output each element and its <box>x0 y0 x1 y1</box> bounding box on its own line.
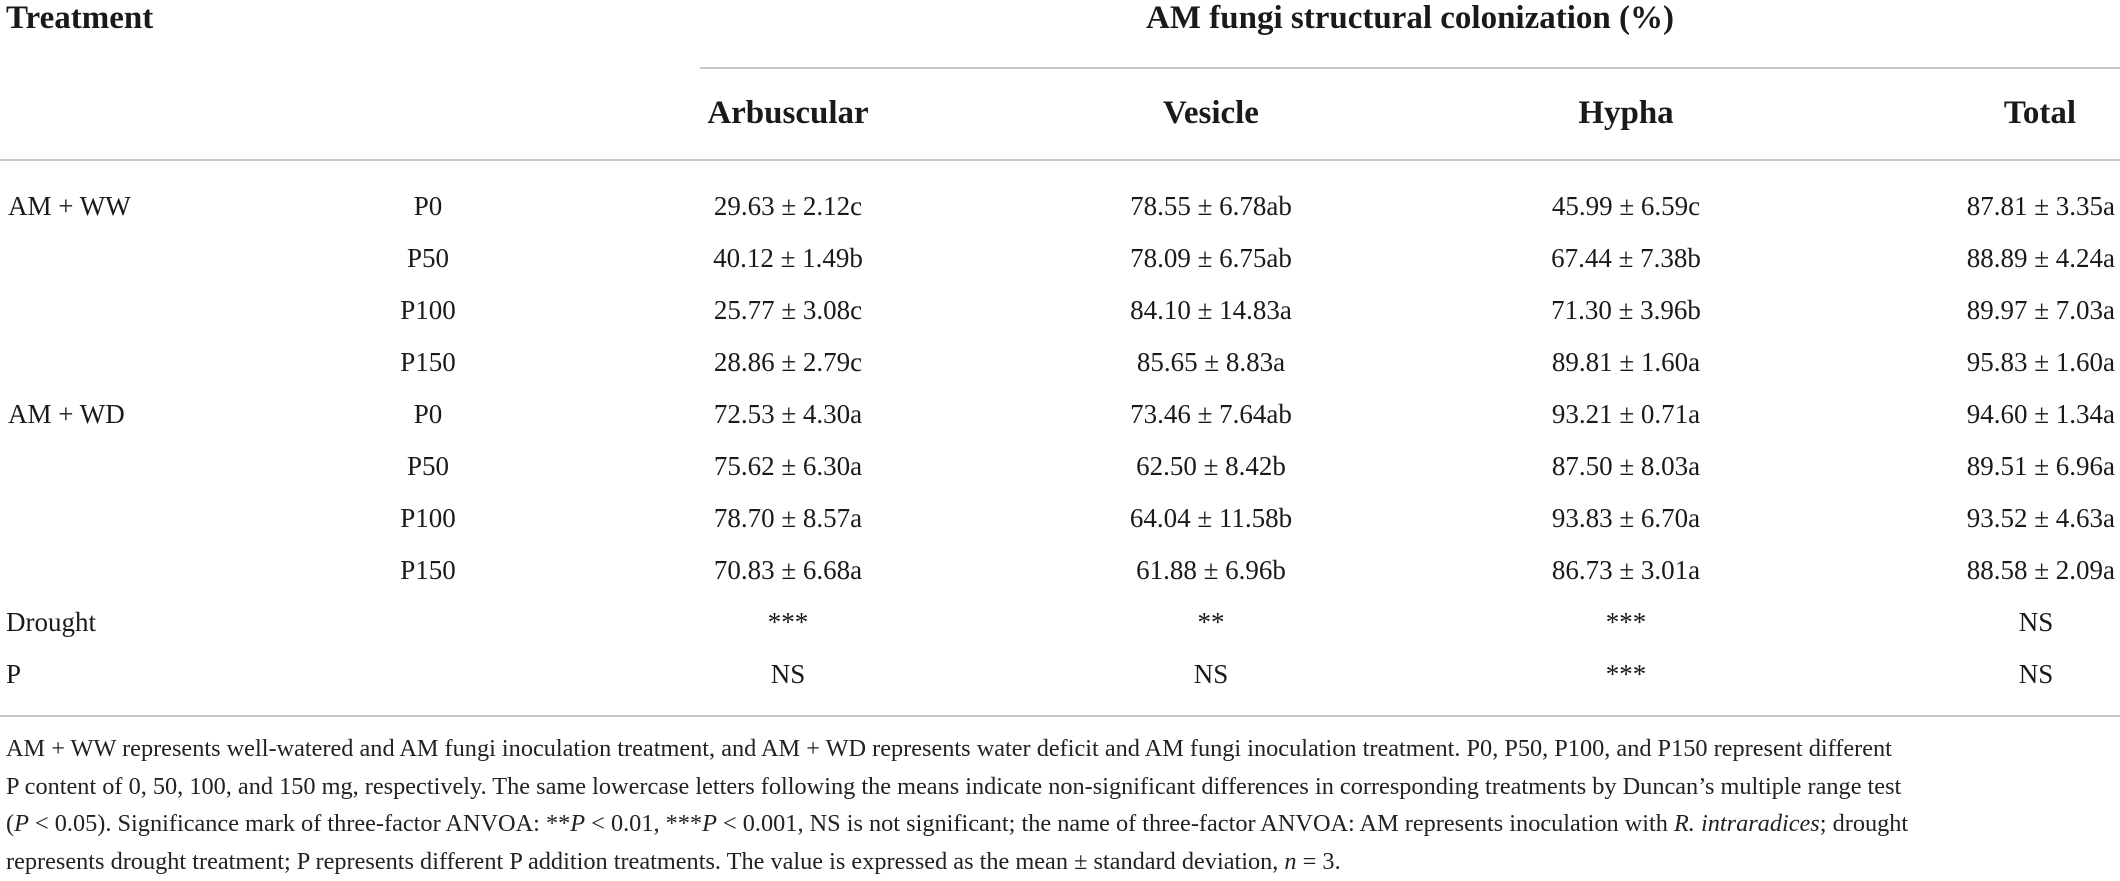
table-cell: 73.46 ± 7.64ab <box>1130 399 1292 429</box>
table-cell: 70.83 ± 6.68a <box>713 555 863 585</box>
table-cell: 45.99 ± 6.59c <box>1551 191 1701 221</box>
table-cell: 40.12 ± 1.49b <box>713 243 863 273</box>
row-p-level: P50 <box>406 451 450 481</box>
table-cell: 93.21 ± 0.71a <box>1551 399 1701 429</box>
row-p-level: P0 <box>413 191 443 221</box>
column-header-arbuscular: Arbuscular <box>707 95 869 131</box>
table-cell: 61.88 ± 6.96b <box>1136 555 1286 585</box>
table-cell: 94.60 ± 1.34a <box>1966 399 2115 429</box>
table-cell: 75.62 ± 6.30a <box>713 451 863 481</box>
table-cell: 78.70 ± 8.57a <box>713 503 863 533</box>
significance-cell: NS <box>770 659 806 689</box>
table-cell: 72.53 ± 4.30a <box>713 399 863 429</box>
treatment-header: Treatment <box>6 0 154 36</box>
significance-cell: *** <box>1605 607 1647 637</box>
significance-cell: ** <box>1197 607 1225 637</box>
table-cell: 85.65 ± 8.83a <box>1136 347 1286 377</box>
table-cell: 93.83 ± 6.70a <box>1551 503 1701 533</box>
table-cell: 88.89 ± 4.24a <box>1966 243 2115 273</box>
table-cell: 64.04 ± 11.58b <box>1129 503 1293 533</box>
row-treatment-label: AM + WD <box>8 399 125 429</box>
table-footnote <box>6 730 2116 880</box>
significance-cell: *** <box>767 607 809 637</box>
row-p-level: P100 <box>400 295 456 325</box>
row-p-level: P150 <box>400 555 456 585</box>
species-name: R. intraradices <box>1673 810 1820 837</box>
column-header-hypha: Hypha <box>1578 95 1674 131</box>
footnote-line-4: represents drought treatment; P represents different P addition treatments. The value is expressed as the mean ± standard deviation, n = 3. <box>6 847 1341 875</box>
significance-cell: *** <box>1605 659 1647 689</box>
table-cell: 88.58 ± 2.09a <box>1966 555 2115 585</box>
table-cell: 87.81 ± 3.35a <box>1966 191 2115 221</box>
row-p-level: P0 <box>413 399 443 429</box>
table-cell: 89.97 ± 7.03a <box>1966 295 2115 325</box>
column-header-vesicle: Vesicle <box>1163 95 1259 131</box>
footnote-line-3: (P < 0.05). Significance mark of three-factor ANVOA: **P < 0.01, ***P < 0.001, NS is not significant; the name of three-factor ANVOA: AM represents inoculation with R. intraradices; drought <box>6 810 1909 837</box>
table-cell: 84.10 ± 14.83a <box>1130 295 1292 325</box>
table-cell: 62.50 ± 8.42b <box>1136 451 1286 481</box>
significance-cell: NS <box>2018 607 2054 637</box>
table-cell: 93.52 ± 4.63a <box>1966 503 2115 533</box>
table-cell: 89.81 ± 1.60a <box>1551 347 1701 377</box>
table-cell: 78.09 ± 6.75ab <box>1130 243 1292 273</box>
table-cell: 78.55 ± 6.78ab <box>1130 191 1292 221</box>
row-p-level: P50 <box>406 243 450 273</box>
row-p-level: P100 <box>400 503 456 533</box>
table-cell: 25.77 ± 3.08c <box>713 295 863 325</box>
footnote-line-2: P content of 0, 50, 100, and 150 mg, respectively. The same lowercase letters following the means indicate non-significant differences in corresponding treatments by Duncan’s multiple range test <box>6 772 1902 800</box>
footnote-line-1: AM + WW represents well-watered and AM fungi inoculation treatment, and AM + WD represents water deficit and AM fungi inoculation treatment. P0, P50, P100, and P150 represent different <box>6 735 1892 762</box>
table-cell: 67.44 ± 7.38b <box>1551 243 1701 273</box>
table-cell: 95.83 ± 1.60a <box>1966 347 2115 377</box>
significance-label: P <box>6 659 22 689</box>
table-cell: 89.51 ± 6.96a <box>1966 451 2115 481</box>
significance-cell: NS <box>1193 659 1229 689</box>
table-cell: 86.73 ± 3.01a <box>1551 555 1701 585</box>
significance-label: Drought <box>6 607 96 637</box>
table-cell: 29.63 ± 2.12c <box>713 191 863 221</box>
row-p-level: P150 <box>400 347 456 377</box>
group-header-rule <box>700 67 2120 69</box>
column-header-total: Total <box>2003 95 2076 131</box>
row-treatment-label: AM + WW <box>8 191 131 221</box>
group-header: AM fungi structural colonization (%) <box>1146 0 1674 36</box>
header-bottom-rule <box>0 159 2120 161</box>
table-cell: 71.30 ± 3.96b <box>1551 295 1701 325</box>
table-cell: 87.50 ± 8.03a <box>1551 451 1701 481</box>
table-bottom-rule <box>0 715 2120 717</box>
table-cell: 28.86 ± 2.79c <box>713 347 863 377</box>
significance-cell: NS <box>2018 659 2054 689</box>
